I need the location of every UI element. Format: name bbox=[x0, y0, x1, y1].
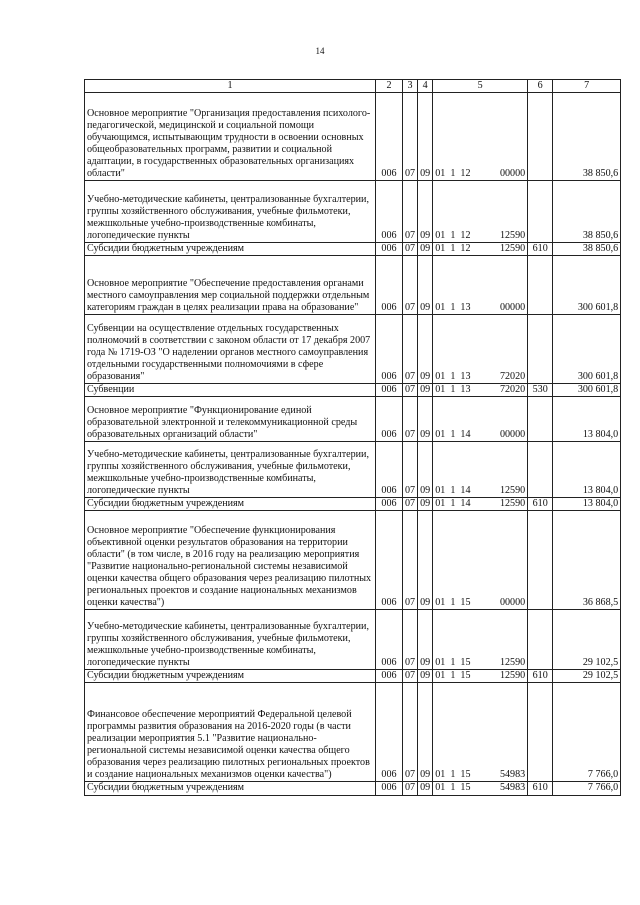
section-code-cell: 07 bbox=[403, 384, 418, 397]
expense-type-cell bbox=[528, 511, 553, 610]
direction-code: 12590 bbox=[499, 498, 526, 510]
direction-code: 12590 bbox=[499, 670, 526, 682]
program-code: 01 1 13 bbox=[435, 384, 471, 396]
subsection-code-cell: 09 bbox=[418, 384, 433, 397]
amount-cell: 13 804,0 bbox=[553, 498, 621, 511]
table-row bbox=[85, 315, 621, 384]
section-code-cell: 07 bbox=[403, 93, 418, 181]
section-code-cell: 07 bbox=[403, 511, 418, 610]
direction-code: 00000 bbox=[499, 429, 526, 441]
row-name-cell: Субвенции на осуществление отдельных государственных полномочий в соответствии с законом области от 17 декабря 2007 года № 1719-ОЗ "О наделении органов местного самоуправления отдельными государственными полномочиями в сфере образования" bbox=[85, 315, 376, 384]
expense-type-cell bbox=[528, 256, 553, 315]
table-row bbox=[85, 610, 621, 670]
row-name-cell: Учебно-методические кабинеты, централизованные бухгалтерии, группы хозяйственного обслуживания, учебные фильмотеки, межшкольные учебно-производственные комбинаты, логопедические пункты bbox=[85, 181, 376, 243]
amount-cell: 38 850,6 bbox=[553, 181, 621, 243]
header-cell: 1 bbox=[85, 80, 376, 93]
row-name-cell: Основное мероприятие "Функционирование единой образовательной электронной и телекоммуникационной среды образовательных организаций области" bbox=[85, 397, 376, 442]
target-article-cell bbox=[433, 782, 528, 795]
row-name-cell: Финансовое обеспечение мероприятий Федеральной целевой программы развития образования на 2016-2020 годы (в части реализации мероприятия 5.1 "Развитие национально-региональной системы независимой оценки качества общего образования через реализацию пилотных региональных проектов и создание национальных механизмов оценки качества") bbox=[85, 683, 376, 782]
target-article-cell bbox=[433, 683, 528, 782]
section-code-cell: 07 bbox=[403, 670, 418, 683]
header-cell: 5 bbox=[433, 80, 528, 93]
section-code-cell: 07 bbox=[403, 782, 418, 795]
subsection-code-cell: 09 bbox=[418, 397, 433, 442]
amount-cell: 13 804,0 bbox=[553, 442, 621, 498]
ministry-code-cell: 006 bbox=[376, 442, 403, 498]
row-name-cell: Основное мероприятие "Организация предоставления психолого-педагогической, медицинской и социальной помощи обучающимся, испытывающим трудности в освоении основных общеобразовательных программ, развитии и социальной адаптации, в государственных образовательных организациях области" bbox=[85, 93, 376, 181]
target-article-cell bbox=[433, 610, 528, 670]
ministry-code-cell: 006 bbox=[376, 511, 403, 610]
target-article-cell bbox=[433, 397, 528, 442]
program-code: 01 1 14 bbox=[435, 485, 471, 497]
ministry-code-cell: 006 bbox=[376, 384, 403, 397]
direction-code: 00000 bbox=[499, 168, 526, 179]
table-row bbox=[85, 93, 621, 181]
row-name-cell: Субсидии бюджетным учреждениям bbox=[85, 498, 376, 511]
section-code-cell: 07 bbox=[403, 397, 418, 442]
row-name-cell: Субсидии бюджетным учреждениям bbox=[85, 782, 376, 795]
program-code: 01 1 13 bbox=[435, 371, 471, 383]
expense-type-cell bbox=[528, 442, 553, 498]
section-code-cell: 07 bbox=[403, 442, 418, 498]
section-code-cell: 07 bbox=[403, 243, 418, 256]
target-article-cell bbox=[433, 256, 528, 315]
target-article-cell bbox=[433, 498, 528, 511]
ministry-code-cell: 006 bbox=[376, 670, 403, 683]
header-cell: 2 bbox=[376, 80, 403, 93]
table-row bbox=[85, 442, 621, 498]
program-code: 01 1 15 bbox=[435, 769, 471, 781]
target-article-cell bbox=[433, 93, 528, 181]
expense-type-cell bbox=[528, 610, 553, 670]
ministry-code-cell: 006 bbox=[376, 610, 403, 670]
subsection-code-cell: 09 bbox=[418, 243, 433, 256]
target-article-cell bbox=[433, 442, 528, 498]
target-article-cell bbox=[433, 181, 528, 243]
page-number: 14 bbox=[315, 46, 325, 56]
program-code: 01 1 14 bbox=[435, 498, 471, 510]
program-code: 01 1 15 bbox=[435, 670, 471, 682]
section-code-cell: 07 bbox=[403, 610, 418, 670]
amount-cell: 7 766,0 bbox=[553, 683, 621, 782]
subsection-code-cell: 09 bbox=[418, 315, 433, 384]
row-name-cell: Учебно-методические кабинеты, централизованные бухгалтерии, группы хозяйственного обслуживания, учебные фильмотеки, межшкольные учебно-производственные комбинаты, логопедические пункты bbox=[85, 610, 376, 670]
table-row bbox=[85, 511, 621, 610]
ministry-code-cell: 006 bbox=[376, 397, 403, 442]
expense-type-cell bbox=[528, 683, 553, 782]
target-article-cell bbox=[433, 670, 528, 683]
target-article-cell bbox=[433, 384, 528, 397]
budget-table bbox=[84, 79, 621, 796]
direction-code: 54983 bbox=[499, 769, 526, 781]
expense-type-cell: 530 bbox=[528, 384, 553, 397]
expense-type-cell: 610 bbox=[528, 782, 553, 795]
direction-code: 72020 bbox=[499, 384, 526, 396]
ministry-code-cell: 006 bbox=[376, 315, 403, 384]
table-row bbox=[85, 243, 621, 256]
row-name-cell: Учебно-методические кабинеты, централизованные бухгалтерии, группы хозяйственного обслуживания, учебные фильмотеки, межшкольные учебно-производственные комбинаты, логопедические пункты bbox=[85, 442, 376, 498]
ministry-code-cell: 006 bbox=[376, 243, 403, 256]
header-cell: 3 bbox=[403, 80, 418, 93]
section-code-cell: 07 bbox=[403, 181, 418, 243]
direction-code: 00000 bbox=[499, 597, 526, 609]
row-name-cell: Основное мероприятие "Обеспечение предоставления органами местного самоуправления мер социальной поддержки отдельным категориям граждан в целях реализации права на образование" bbox=[85, 256, 376, 315]
amount-cell: 300 601,8 bbox=[553, 256, 621, 315]
table-row bbox=[85, 256, 621, 315]
program-code: 01 1 12 bbox=[435, 230, 471, 241]
amount-cell: 29 102,5 bbox=[553, 670, 621, 683]
subsection-code-cell: 09 bbox=[418, 610, 433, 670]
direction-code: 00000 bbox=[499, 302, 526, 314]
expense-type-cell: 610 bbox=[528, 670, 553, 683]
amount-cell: 36 868,5 bbox=[553, 511, 621, 610]
amount-cell: 300 601,8 bbox=[553, 315, 621, 384]
direction-code: 12590 bbox=[499, 243, 526, 255]
ministry-code-cell: 006 bbox=[376, 782, 403, 795]
ministry-code-cell: 006 bbox=[376, 93, 403, 181]
subsection-code-cell: 09 bbox=[418, 683, 433, 782]
program-code: 01 1 12 bbox=[435, 168, 471, 179]
subsection-code-cell: 09 bbox=[418, 442, 433, 498]
target-article-cell bbox=[433, 315, 528, 384]
direction-code: 12590 bbox=[499, 485, 526, 497]
table-row bbox=[85, 384, 621, 397]
section-code-cell: 07 bbox=[403, 683, 418, 782]
section-code-cell: 07 bbox=[403, 498, 418, 511]
direction-code: 72020 bbox=[499, 371, 526, 383]
row-name-cell: Субсидии бюджетным учреждениям bbox=[85, 243, 376, 256]
expense-type-cell: 610 bbox=[528, 243, 553, 256]
table-row bbox=[85, 397, 621, 442]
expense-type-cell bbox=[528, 181, 553, 243]
row-name-cell: Субвенции bbox=[85, 384, 376, 397]
program-code: 01 1 14 bbox=[435, 429, 471, 441]
amount-cell: 38 850,6 bbox=[553, 243, 621, 256]
header-cell: 7 bbox=[553, 80, 621, 93]
table-row bbox=[85, 498, 621, 511]
ministry-code-cell: 006 bbox=[376, 181, 403, 243]
table-row bbox=[85, 683, 621, 782]
subsection-code-cell: 09 bbox=[418, 782, 433, 795]
subsection-code-cell: 09 bbox=[418, 670, 433, 683]
subsection-code-cell: 09 bbox=[418, 511, 433, 610]
table-row bbox=[85, 782, 621, 795]
direction-code: 12590 bbox=[499, 657, 526, 669]
ministry-code-cell: 006 bbox=[376, 683, 403, 782]
amount-cell: 13 804,0 bbox=[553, 397, 621, 442]
subsection-code-cell: 09 bbox=[418, 498, 433, 511]
program-code: 01 1 13 bbox=[435, 302, 471, 314]
header-cell: 6 bbox=[528, 80, 553, 93]
expense-type-cell bbox=[528, 315, 553, 384]
amount-cell: 29 102,5 bbox=[553, 610, 621, 670]
ministry-code-cell: 006 bbox=[376, 256, 403, 315]
table-header-row bbox=[85, 80, 621, 93]
expense-type-cell bbox=[528, 93, 553, 181]
amount-cell: 300 601,8 bbox=[553, 384, 621, 397]
program-code: 01 1 15 bbox=[435, 597, 471, 609]
amount-cell: 38 850,6 bbox=[553, 93, 621, 181]
header-cell: 4 bbox=[418, 80, 433, 93]
expense-type-cell: 610 bbox=[528, 498, 553, 511]
section-code-cell: 07 bbox=[403, 315, 418, 384]
target-article-cell bbox=[433, 511, 528, 610]
target-article-cell bbox=[433, 243, 528, 256]
program-code: 01 1 12 bbox=[435, 243, 471, 255]
program-code: 01 1 15 bbox=[435, 657, 471, 669]
row-name-cell: Основное мероприятие "Обеспечение функционирования объективной оценки результатов образования на территории области" (в том числе, в 2016 году на реализацию мероприятия "Развитие национально-региональной системы независимой оценки качества общего образования через реализацию пилотных региональных проектов и создание национальных механизмов оценки качества") bbox=[85, 511, 376, 610]
subsection-code-cell: 09 bbox=[418, 181, 433, 243]
direction-code: 12590 bbox=[499, 230, 526, 241]
subsection-code-cell: 09 bbox=[418, 256, 433, 315]
ministry-code-cell: 006 bbox=[376, 498, 403, 511]
program-code: 01 1 15 bbox=[435, 782, 471, 794]
expense-type-cell bbox=[528, 397, 553, 442]
table-row bbox=[85, 181, 621, 243]
subsection-code-cell: 09 bbox=[418, 93, 433, 181]
row-name-cell: Субсидии бюджетным учреждениям bbox=[85, 670, 376, 683]
table-row bbox=[85, 670, 621, 683]
amount-cell: 7 766,0 bbox=[553, 782, 621, 795]
direction-code: 54983 bbox=[499, 782, 526, 794]
section-code-cell: 07 bbox=[403, 256, 418, 315]
